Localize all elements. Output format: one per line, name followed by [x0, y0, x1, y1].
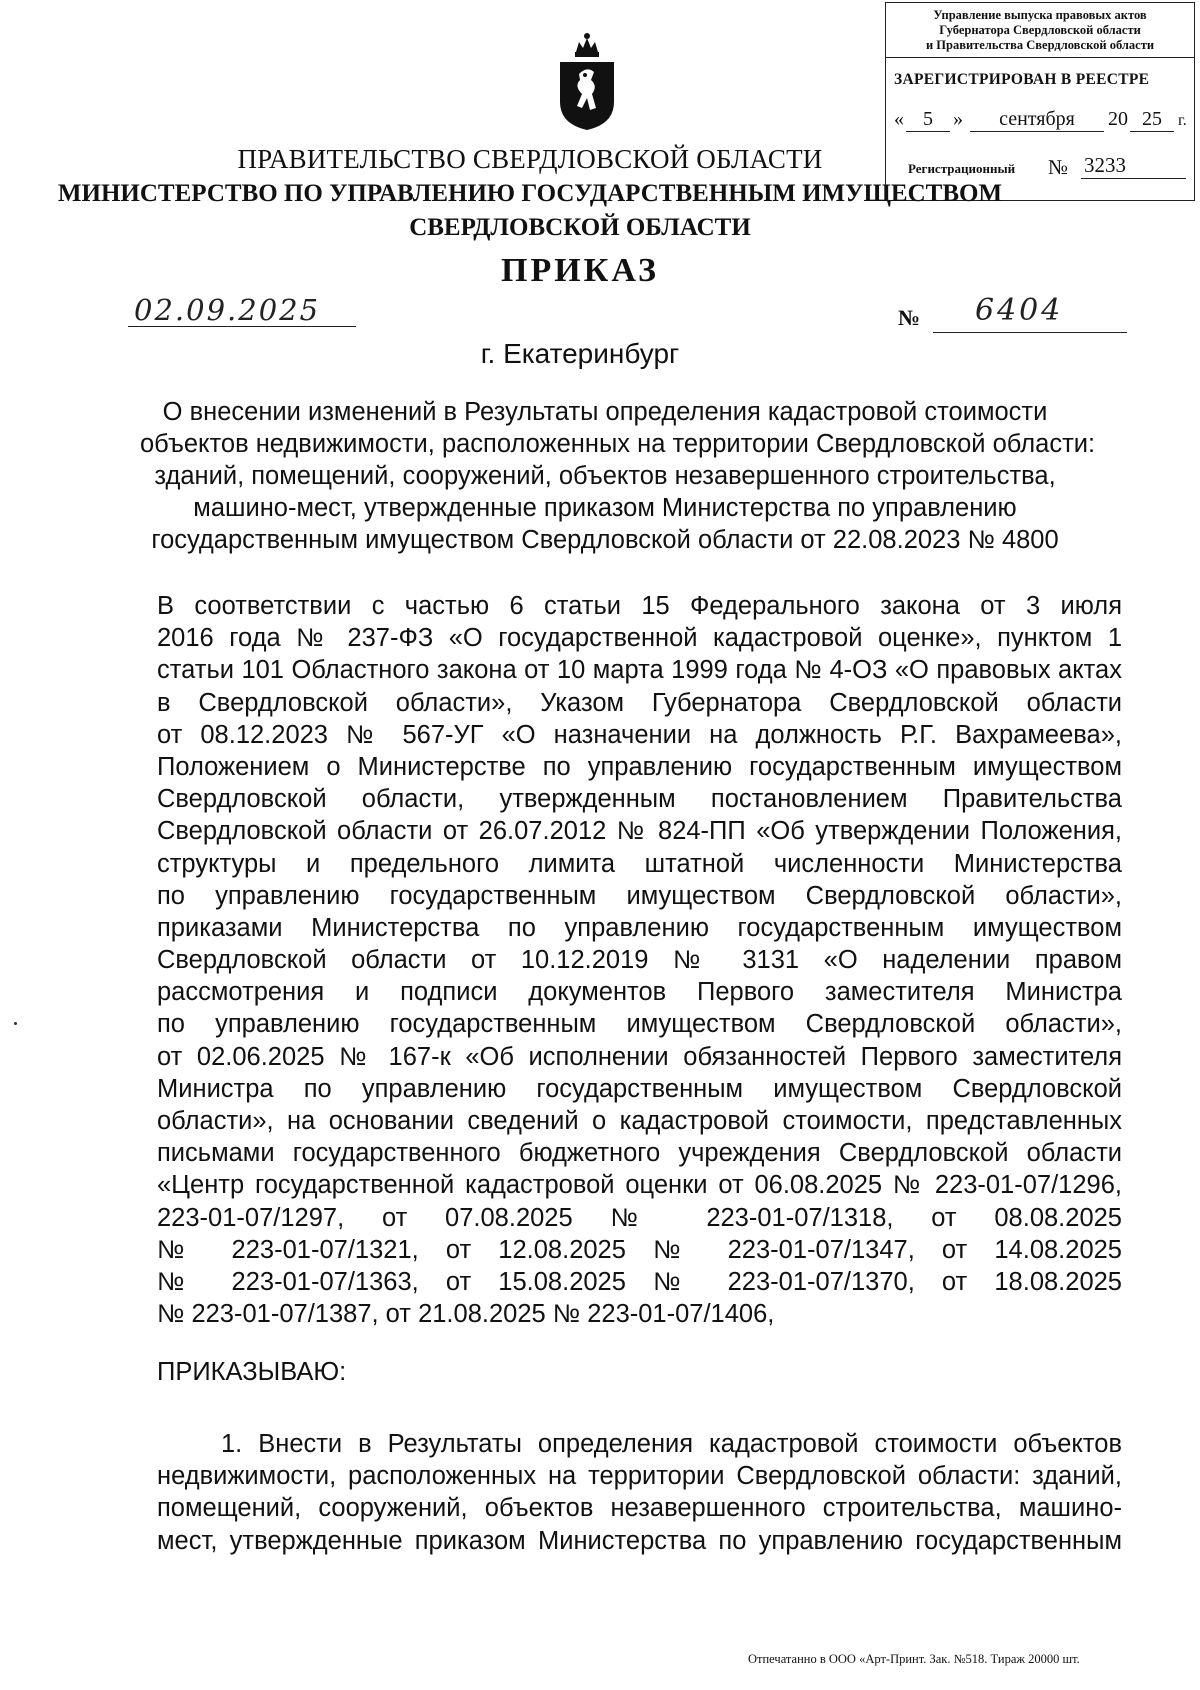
preamble-line: письмами государственного бюджетного учреждения Свердловской области	[157, 1139, 1122, 1168]
preamble-line: № 223-01-07/1387, от 21.08.2025 № 223-01-07/1406,	[157, 1300, 775, 1329]
preamble-line: Министра по управлению государственным имуществом Свердловской	[157, 1074, 1122, 1103]
scan-speck	[14, 1022, 17, 1025]
preamble-line: структуры и предельного лимита штатной численности Министерства	[157, 849, 1122, 878]
preamble-line: в Свердловской области», Указом Губернатора Свердловской области	[157, 688, 1122, 717]
stamp-month: сентября	[970, 108, 1104, 132]
preamble-line: приказами Министерства по управлению государственным имуществом	[157, 913, 1122, 942]
order-word: ПРИКАЗЫВАЮ:	[157, 1358, 347, 1386]
stamp-day: 5	[906, 108, 950, 132]
city: г. Екатеринбург	[480, 338, 680, 369]
preamble-line: 223-01-07/1297, от 07.08.2025 № 223-01-07/1318, от 08.08.2025	[157, 1203, 1122, 1232]
handwritten-number: 6404	[975, 293, 1064, 328]
preamble-line: по управлению государственным имуществом Свердловской области»,	[157, 881, 1122, 910]
print-footer: Отпечатанно в ООО «Арт-Принт. Зак. №518. Тираж 20000 шт.	[748, 1652, 1080, 1666]
preamble-line: Свердловской области от 26.07.2012 № 824-ПП «Об утверждении Положения,	[157, 817, 1122, 846]
number-sign: №	[898, 305, 921, 330]
preamble-line: Свердловской области, утвержденным постановлением Правительства	[157, 785, 1122, 814]
stamp-department: Управление выпуска правовых актов Губернатора Свердловской области и Правительства Свердловской области	[886, 3, 1194, 58]
coat-of-arms-icon	[554, 28, 620, 132]
item-line: недвижимости, расположенных на территории Свердловской области: зданий,	[157, 1462, 1122, 1491]
item-line: помещений, сооружений, объектов незавершенного строительства, машино-	[157, 1494, 1122, 1523]
item-line: мест, утвержденные приказом Министерства по управлению государственным	[157, 1526, 1122, 1555]
ministry-name-line1: МИНИСТЕРСТВО ПО УПРАВЛЕНИЮ ГОСУДАРСТВЕННЫМ ИМУЩЕСТВОМ	[57, 180, 1003, 207]
preamble-line: по управлению государственным имуществом Свердловской области»,	[157, 1010, 1122, 1039]
preamble-line: Свердловской области от 10.12.2019 № 3131 «О наделении правом	[157, 946, 1122, 975]
preamble-line: области», на основании сведений о кадастровой стоимости, представленных	[157, 1107, 1122, 1135]
item-line: 1. Внести в Результаты определения кадастровой стоимости объектов	[221, 1430, 1122, 1458]
order-item-1	[157, 1428, 1122, 1557]
ministry-name-line2: СВЕРДЛОВСКОЙ ОБЛАСТИ	[409, 214, 751, 241]
government-name: ПРАВИТЕЛЬСТВО СВЕРДЛОВСКОЙ ОБЛАСТИ	[237, 144, 823, 174]
stamp-registered-label: ЗАРЕГИСТРИРОВАН В РЕЕСТРЕ	[894, 71, 1150, 88]
preamble-line: 2016 года № 237-ФЗ «О государственной кадастровой оценке», пунктом 1	[157, 624, 1122, 653]
preamble-line: от 02.06.2025 № 167-к «Об исполнении обязанностей Первого заместителя	[157, 1042, 1122, 1071]
stamp-reg-number-value: 3233	[1081, 153, 1186, 179]
preamble-line: статьи 101 Областного закона от 10 марта 1999 года № 4-ОЗ «О правовых актах	[157, 656, 1122, 685]
preamble-line: В соответствии с частью 6 статьи 15 Федерального закона от 3 июля	[157, 592, 1122, 620]
preamble-line: № 223-01-07/1363, от 15.08.2025 № 223-01-07/1370, от 18.08.2025	[157, 1267, 1122, 1296]
preamble-line: «Центр государственной кадастровой оценки от 06.08.2025 № 223-01-07/1296,	[157, 1171, 1122, 1200]
preamble-line: Положением о Министерстве по управлению государственным имуществом	[157, 752, 1122, 781]
stamp-reg-number: Регистрационный № 3233	[908, 153, 1188, 181]
document-type: ПРИКАЗ	[501, 252, 659, 289]
preamble-line: от 08.12.2023 № 567-УГ «О назначении на должность Р.Г. Вахрамеева»,	[157, 720, 1122, 749]
handwritten-date: 02.09.2025	[134, 293, 321, 327]
preamble	[157, 590, 1122, 1330]
preamble-line: № 223-01-07/1321, от 12.08.2025 № 223-01-07/1347, от 14.08.2025	[157, 1235, 1122, 1264]
preamble-line: рассмотрения и подписи документов Первого заместителя Министра	[157, 978, 1122, 1007]
stamp-year: 25	[1130, 108, 1174, 132]
document-title: О внесении изменений в Результаты определения кадастровой стоимости объектов недвижимости, расположенных на территории Свердловской области: зданий, помещений, сооружений, объектов незавершенного строительства, машино-мест, утвержденные приказом Министерства по управлению государственным имуществом Свердловской области от 22.08.2023 № 4800	[140, 398, 1096, 554]
stamp-date: « 5 » сентября 20 25 г.	[894, 108, 1187, 130]
